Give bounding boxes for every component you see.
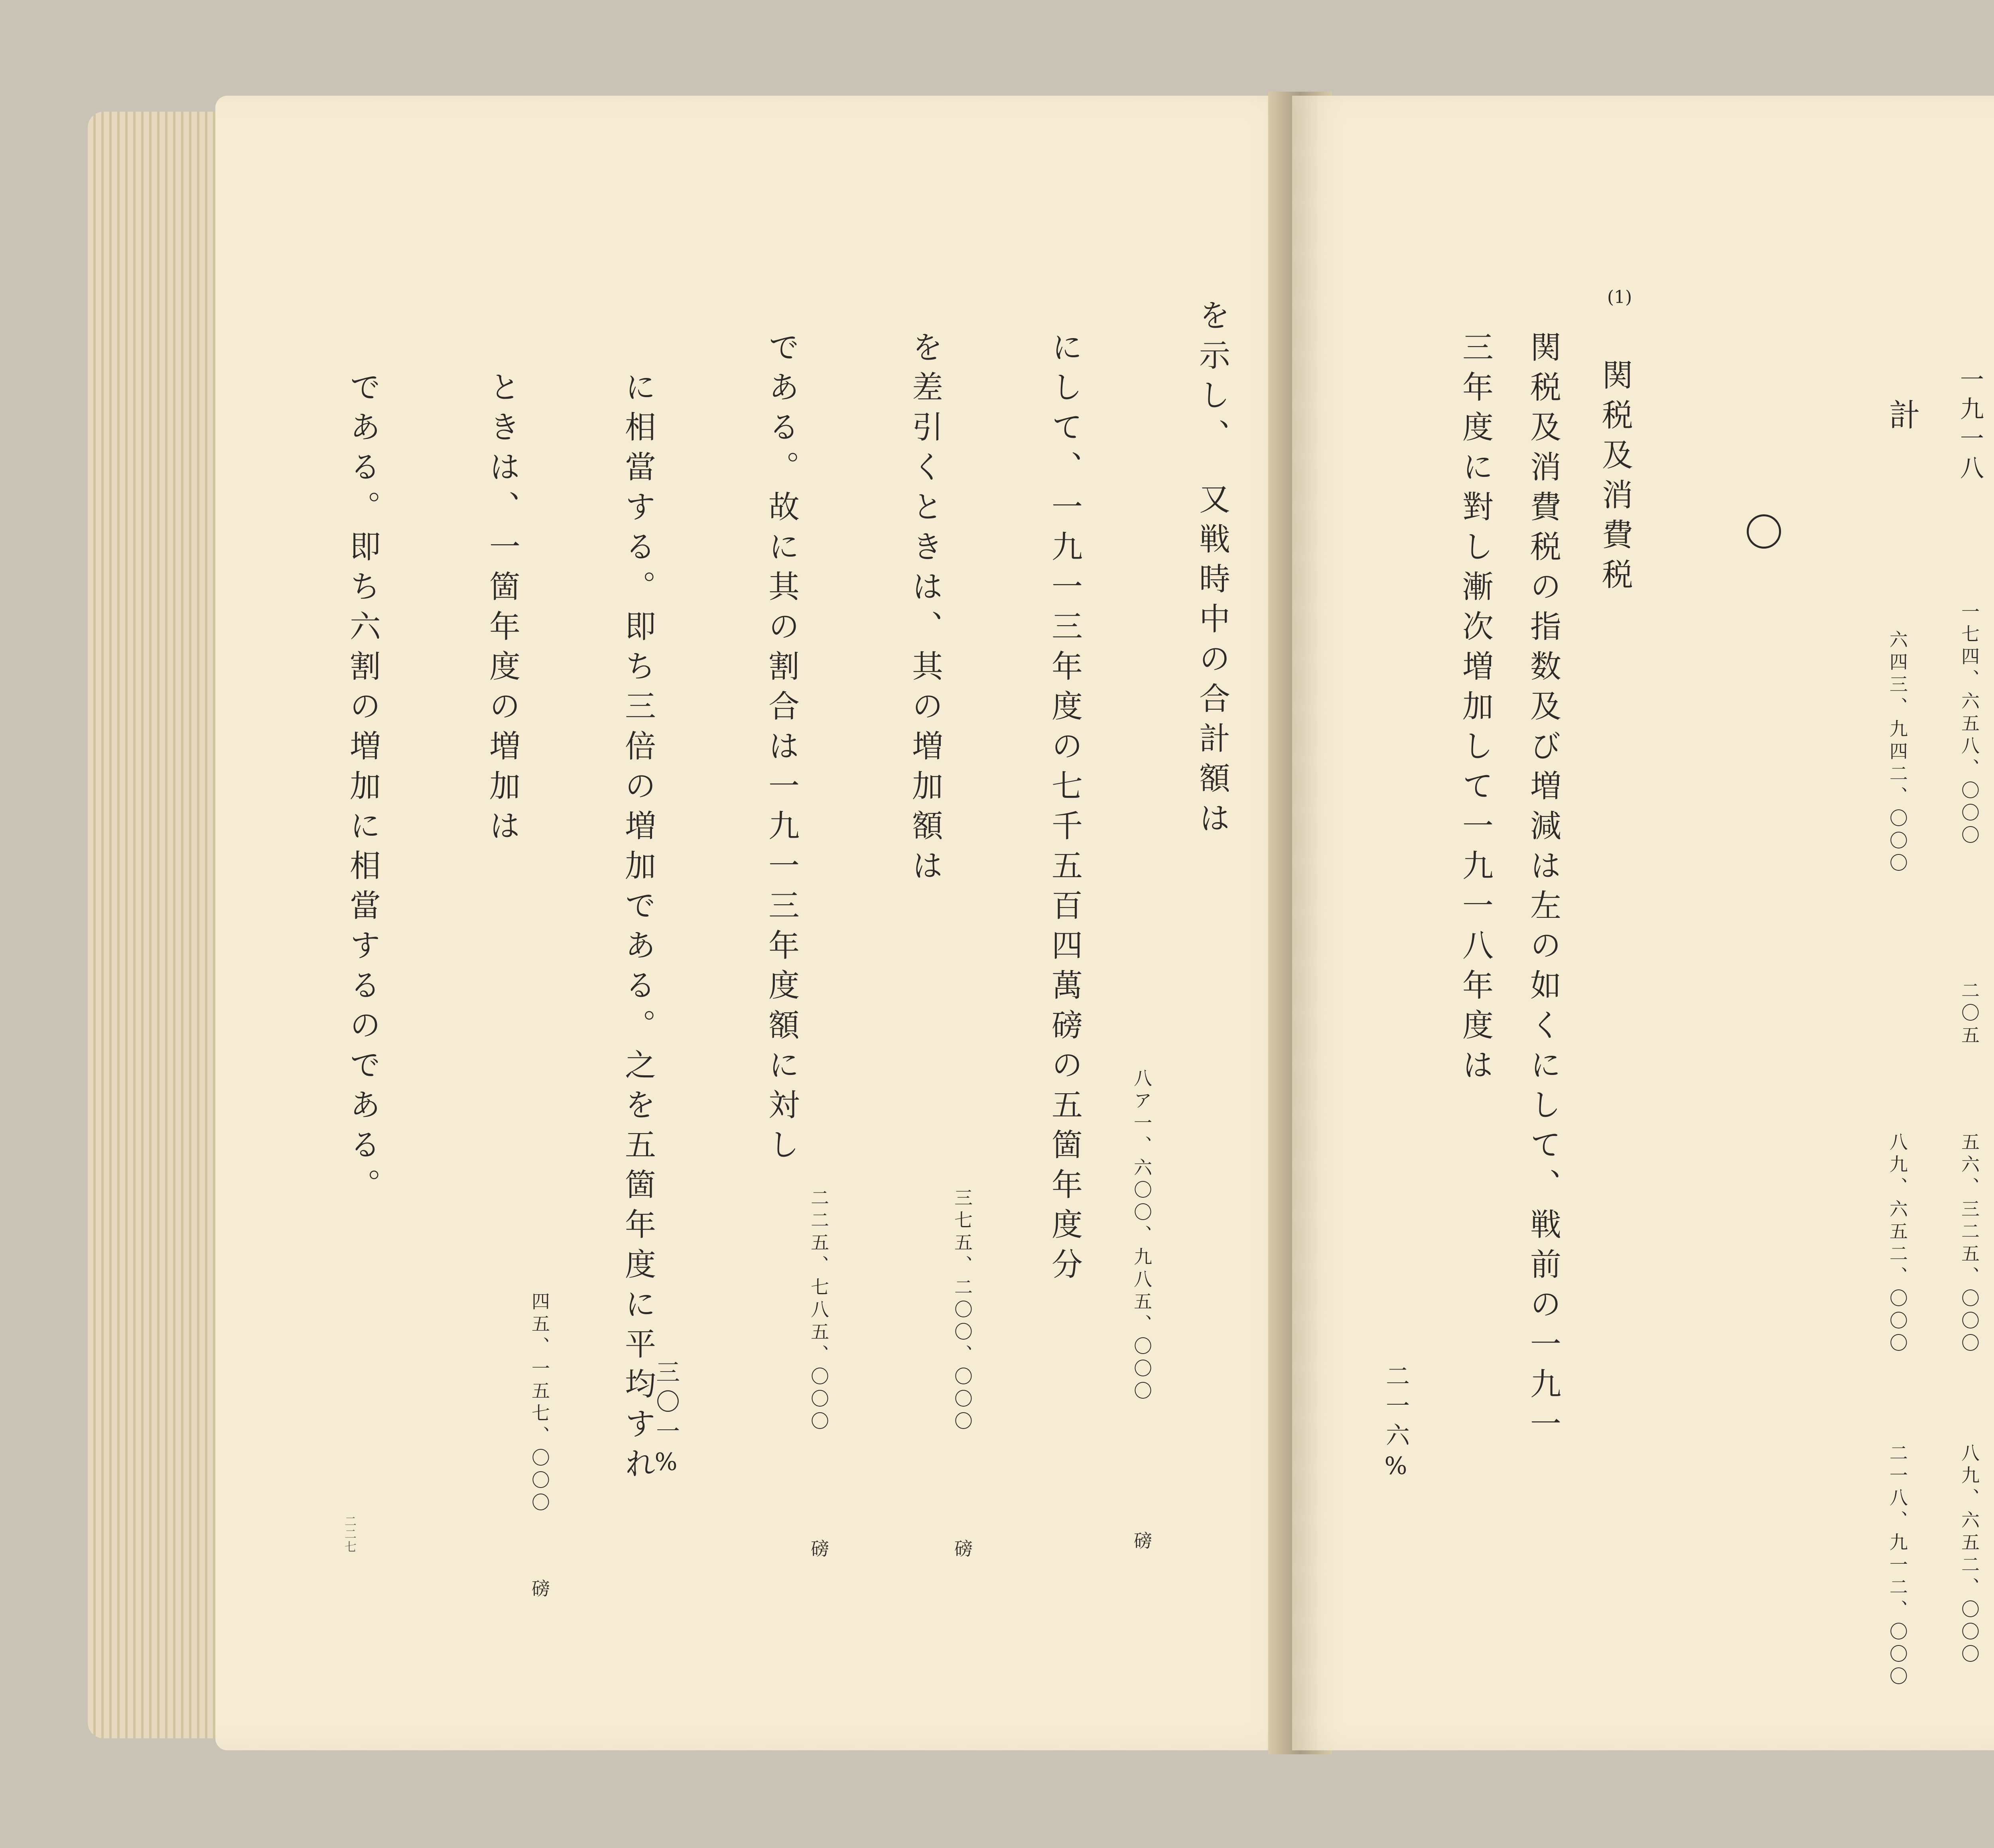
right-page — [1292, 96, 1994, 1750]
percent-value: 二一六% — [1382, 1364, 1410, 1486]
circle-mark — [1747, 514, 1781, 549]
section-marker: (1) — [1607, 287, 1632, 307]
row-total: 一七四、六五八、〇〇〇 — [1959, 602, 1980, 848]
amount-value: 三七五、二〇〇、〇〇〇 — [952, 1188, 973, 1434]
percent-value: 三〇一% — [652, 1360, 680, 1482]
unit-label: 磅 — [952, 1539, 973, 1561]
amount-value: 二二五、七八五、〇〇〇 — [808, 1188, 830, 1434]
text-column: を差引くときは、其の増加額は — [907, 331, 943, 889]
amount-value: 四五、一五七、〇〇〇 — [529, 1292, 550, 1515]
left-page-edges — [88, 112, 215, 1738]
row-change-1913: 二一八、九一二、〇〇〇 — [1887, 1443, 1908, 1689]
text-column: に相當する。即ち三倍の増加である。之を五箇年度に平均すれ — [620, 371, 656, 1487]
unit-label: 磅 — [529, 1579, 550, 1601]
section-heading: 関税及消費税 — [1597, 359, 1633, 598]
text-column: 三年度に對し漸次増加して一九一八年度は — [1457, 331, 1493, 1088]
unit-label: 磅 — [808, 1539, 830, 1561]
page-number: 二二七 — [342, 1515, 356, 1553]
open-book — [88, 84, 1994, 1762]
row-index: 二〇五 — [1959, 981, 1980, 1048]
text-column: である。故に其の割合は一九一三年度額に対し — [763, 331, 799, 1168]
row-year: 一九一八 — [1956, 367, 1984, 485]
unit-label: 磅 — [1131, 1531, 1153, 1553]
row-total: 六四三、九四二、〇〇〇 — [1887, 630, 1908, 876]
text-column: にして、一九一三年度の七千五百四萬磅の五箇年度分 — [1046, 331, 1082, 1288]
row-year: 計 — [1884, 399, 1920, 439]
text-column: である。即ち六割の増加に相當するのである。 — [345, 371, 380, 1208]
row-change-1913: 八九、六五二、〇〇〇 — [1959, 1443, 1980, 1667]
amount-value: 八ア一、六〇〇、九八五、〇〇〇 — [1131, 1069, 1153, 1403]
row-change-prev: 五六、三二五、〇〇〇 — [1959, 1132, 1980, 1356]
row-change-prev: 八九、六五二、〇〇〇 — [1887, 1132, 1908, 1356]
left-page — [215, 96, 1300, 1750]
text-column: を示し、 又戦時中の合計額は — [1194, 299, 1230, 842]
text-column: 関税及消費税の指数及び増減は左の如くにして、戦前の一九一 — [1525, 331, 1561, 1447]
text-column: ときは、一箇年度の増加は — [484, 371, 520, 849]
